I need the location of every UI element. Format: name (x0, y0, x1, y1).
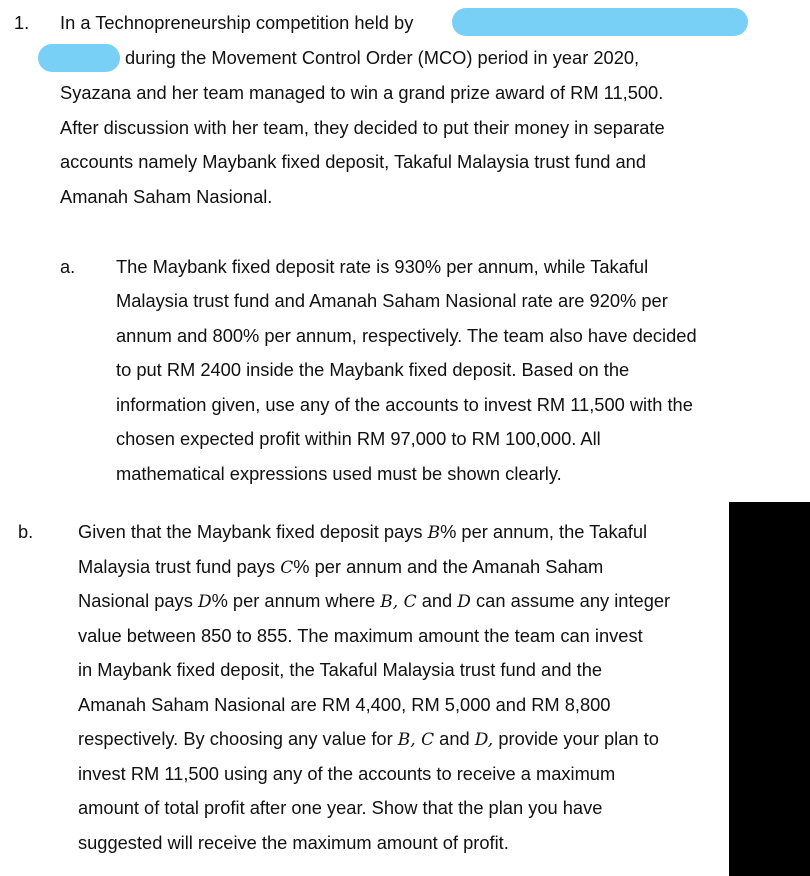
part-b-line-1-end: % per annum, the Takaful (440, 521, 648, 542)
part-a-line-2: Malaysia trust fund and Amanah Saham Nasional rate are 920% per (116, 290, 668, 311)
part-a-line-5: information given, use any of the accounts to invest RM 11,500 with the (116, 394, 693, 415)
part-a-line-4: to put RM 2400 inside the Maybank fixed deposit. Based on the (116, 359, 630, 380)
part-b-label: b. (18, 521, 34, 542)
part-b-line-2 (78, 556, 603, 578)
part-b-line-3-and: and (421, 590, 453, 611)
var-b: B (427, 523, 441, 543)
part-b-line-3-end: can assume any integer (476, 590, 671, 611)
part-a-label: a. (60, 256, 76, 277)
part-a-line-7: mathematical expressions used must be shown clearly. (116, 463, 562, 484)
var-d: D (197, 592, 212, 612)
intro-line-6: Amanah Saham Nasional. (60, 186, 273, 207)
part-b-line-1-text: Given that the Maybank fixed deposit pays (78, 521, 423, 542)
part-a-line-3: annum and 800% per annum, respectively. The team also have decided (116, 325, 697, 346)
part-b-line-6: Amanah Saham Nasional are RM 4,400, RM 5,000 and RM 8,800 (78, 694, 611, 715)
part-b-line-7-text: respectively. By choosing any value for (78, 728, 393, 749)
var-bc-2: B, C (397, 730, 435, 750)
occlusion-block (729, 502, 810, 876)
part-b-line-1 (78, 521, 647, 543)
part-b-line-7 (78, 728, 659, 750)
intro-line-3: Syazana and her team managed to win a grand prize award of RM 11,500. (60, 82, 664, 103)
part-b-line-9: amount of total profit after one year. Show that the plan you have (78, 797, 603, 818)
part-b-line-2-text: Malaysia trust fund pays (78, 556, 276, 577)
intro-line-5: accounts namely Maybank fixed deposit, Takaful Malaysia trust fund and (60, 151, 646, 172)
part-b-line-8: invest RM 11,500 using any of the accounts to receive a maximum (78, 763, 616, 784)
part-b-line-7-and: and (439, 728, 470, 749)
var-bc: B, C (380, 592, 417, 612)
intro-line-1: In a Technopreneurship competition held by (60, 12, 414, 33)
intro-line-4: After discussion with her team, they decided to put their money in separate (60, 117, 665, 138)
part-b-line-5: in Maybank fixed deposit, the Takaful Malaysia trust fund and the (78, 659, 603, 680)
part-b-line-7-end: provide your plan to (498, 728, 659, 749)
part-a-line-6: chosen expected profit within RM 97,000 to RM 100,000. All (116, 428, 601, 449)
var-d-2: D (457, 592, 471, 612)
question-number: 1. (14, 12, 30, 33)
part-b-line-10: suggested will receive the maximum amount of profit. (78, 832, 509, 853)
var-c: C (280, 558, 294, 578)
part-b-line-2-end: % per annum and the Amanah Saham (293, 556, 604, 577)
part-b-line-4: value between 850 to 855. The maximum amount the team can invest (78, 625, 643, 646)
part-b-line-3-text: Nasional pays (78, 590, 193, 611)
var-d-3: D, (474, 730, 494, 750)
intro-line-2 (125, 47, 743, 69)
intro-line-2-text: during the Movement Control Order (MCO) period in year 2020, (125, 47, 640, 68)
redaction-mark-2 (38, 44, 120, 72)
part-a-line-1: The Maybank fixed deposit rate is 930% per annum, while Takaful (116, 256, 649, 277)
part-b-line-3-mid: % per annum where (211, 590, 376, 611)
part-b-line-3 (78, 590, 670, 612)
redaction-mark (452, 8, 748, 36)
